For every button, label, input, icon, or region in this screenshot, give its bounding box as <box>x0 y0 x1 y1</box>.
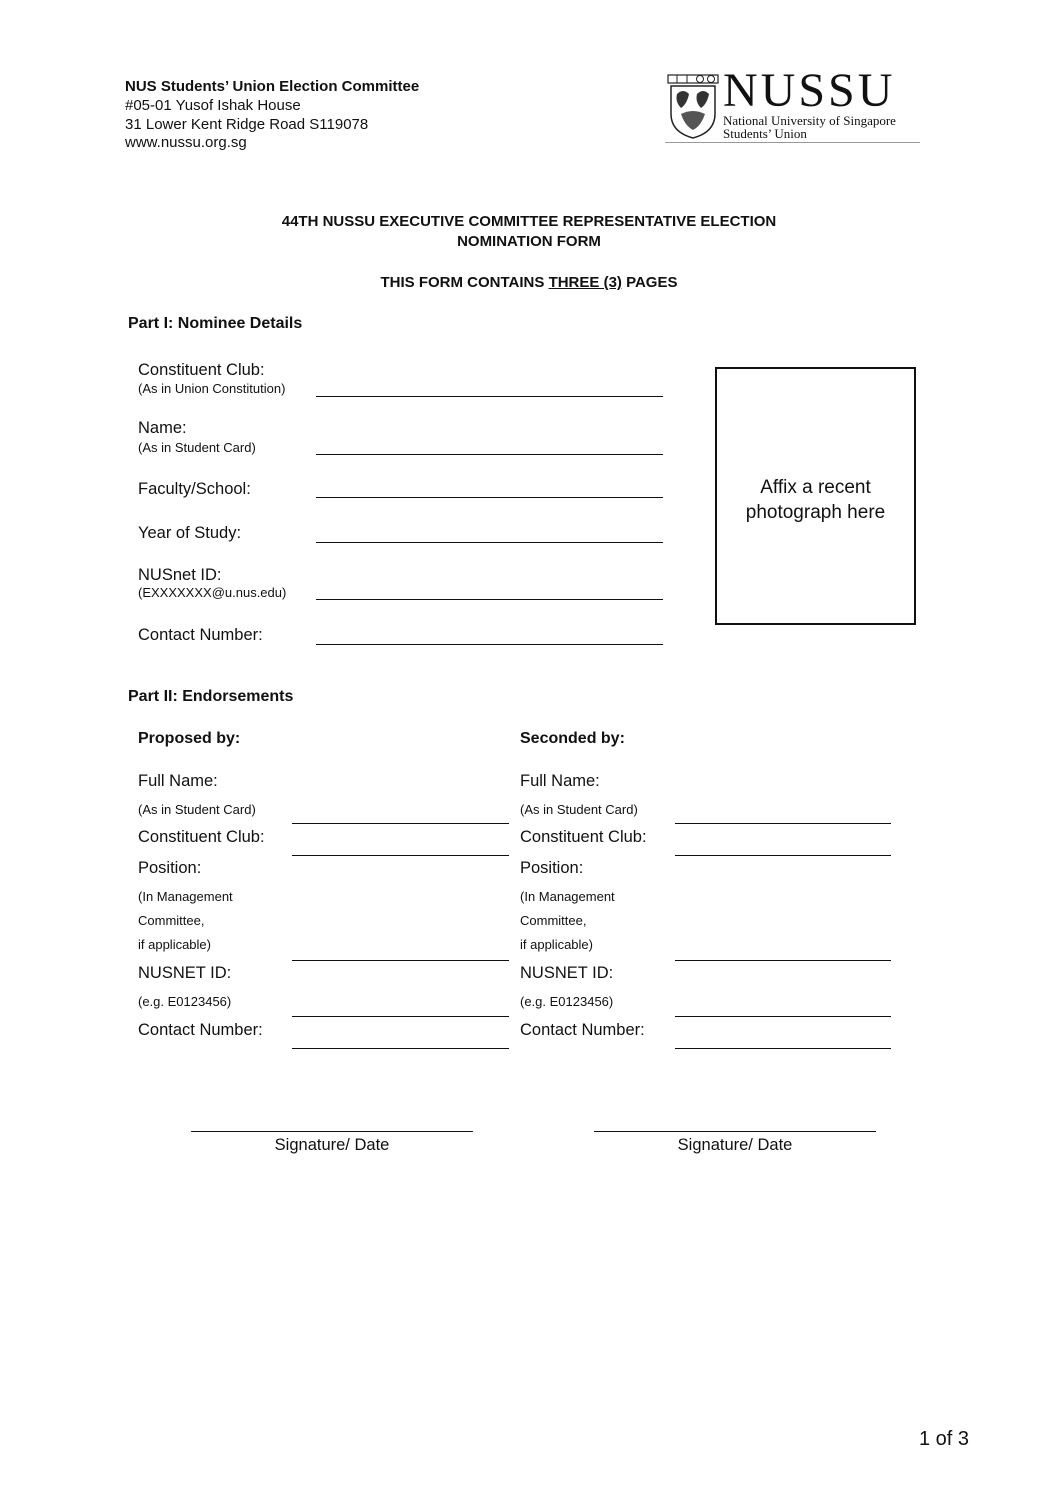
address-line-1: #05-01 Yusof Ishak House <box>125 97 301 114</box>
proposer-signature-label: Signature/ Date <box>274 1136 390 1154</box>
seconder-position-field[interactable] <box>675 960 891 961</box>
org-name: NUS Students’ Union Election Committee <box>125 78 420 95</box>
proposer-signature-field[interactable] <box>191 1131 473 1132</box>
university-crest-icon <box>667 74 719 140</box>
proposer-position-hint-3: if applicable) <box>138 937 211 952</box>
proposer-heading: Proposed by: <box>138 730 241 747</box>
seconder-signature-field[interactable] <box>594 1131 876 1132</box>
nominee-club-label: Constituent Club: <box>138 361 265 379</box>
nussu-logo <box>665 64 920 144</box>
seconder-name-label: Full Name: <box>520 772 600 790</box>
proposer-name-hint: (As in Student Card) <box>138 802 256 817</box>
seconder-club-field[interactable] <box>675 855 891 856</box>
nominee-nusnet-label: NUSnet ID: <box>138 566 222 584</box>
seconder-signature-label: Signature/ Date <box>677 1136 793 1154</box>
logo-wordmark: NUSSU <box>723 64 896 117</box>
nominee-faculty-field[interactable] <box>316 497 663 498</box>
seconder-position-hint-2: Committee, <box>520 913 587 928</box>
nominee-name-label: Name: <box>138 419 187 437</box>
seconder-club-label: Constituent Club: <box>520 828 647 846</box>
nominee-club-hint: (As in Union Constitution) <box>138 381 286 396</box>
proposer-nusnet-label: NUSNET ID: <box>138 964 232 982</box>
proposer-contact-label: Contact Number: <box>138 1021 263 1039</box>
seconder-heading: Seconded by: <box>520 730 625 747</box>
photo-box <box>715 367 916 625</box>
seconder-position-hint-3: if applicable) <box>520 937 593 952</box>
proposer-position-label: Position: <box>138 859 202 877</box>
page-count-emphasis: THREE (3) <box>548 274 622 291</box>
seconder-contact-label: Contact Number: <box>520 1021 645 1039</box>
proposer-position-hint-1: (In Management <box>138 889 233 904</box>
logo-subtitle-1: National University of Singapore <box>723 113 896 128</box>
proposer-position-field[interactable] <box>292 960 509 961</box>
proposer-club-label: Constituent Club: <box>138 828 265 846</box>
nominee-nusnet-field[interactable] <box>316 599 663 600</box>
nominee-name-field[interactable] <box>316 454 663 455</box>
proposer-club-field[interactable] <box>292 855 509 856</box>
nominee-name-hint: (As in Student Card) <box>138 440 256 455</box>
proposer-nusnet-field[interactable] <box>292 1016 509 1017</box>
seconder-position-label: Position: <box>520 859 584 877</box>
proposer-name-field[interactable] <box>292 823 509 824</box>
seconder-nusnet-field[interactable] <box>675 1016 891 1017</box>
part1-heading: Part I: Nominee Details <box>128 315 303 332</box>
photo-instruction: Affix a recent photograph here <box>745 477 886 523</box>
seconder-name-hint: (As in Student Card) <box>520 802 638 817</box>
proposer-nusnet-hint: (e.g. E0123456) <box>138 994 232 1009</box>
website-link[interactable]: www.nussu.org.sg <box>125 134 247 151</box>
part2-heading: Part II: Endorsements <box>128 688 294 705</box>
seconder-contact-field[interactable] <box>675 1048 891 1049</box>
nominee-faculty-label: Faculty/School: <box>138 480 251 498</box>
nominee-contact-label: Contact Number: <box>138 626 263 644</box>
nominee-contact-field[interactable] <box>316 644 663 645</box>
form-subtitle: NOMINATION FORM <box>457 233 601 250</box>
seconder-name-field[interactable] <box>675 823 891 824</box>
proposer-position-hint-2: Committee, <box>138 913 205 928</box>
proposer-name-label: Full Name: <box>138 772 218 790</box>
page-count-suffix: PAGES <box>621 274 678 291</box>
proposer-contact-field[interactable] <box>292 1048 509 1049</box>
seconder-nusnet-hint: (e.g. E0123456) <box>520 994 614 1009</box>
nominee-year-label: Year of Study: <box>138 524 242 542</box>
nominee-nusnet-hint: (EXXXXXXX@u.nus.edu) <box>138 585 287 600</box>
form-title: 44TH NUSSU EXECUTIVE COMMITTEE REPRESENTATIVE ELECTION <box>281 213 777 230</box>
page-count-notice <box>0 274 1058 291</box>
logo-divider <box>665 142 920 143</box>
nominee-year-field[interactable] <box>316 542 663 543</box>
nominee-club-field[interactable] <box>316 396 663 397</box>
seconder-nusnet-label: NUSNET ID: <box>520 964 614 982</box>
page-number: 1 of 3 <box>919 1428 970 1450</box>
seconder-position-hint-1: (In Management <box>520 889 615 904</box>
address-line-2: 31 Lower Kent Ridge Road S119078 <box>125 116 369 133</box>
page-count-prefix: THIS FORM CONTAINS <box>380 274 549 291</box>
logo-subtitle-2: Students’ Union <box>723 126 807 141</box>
